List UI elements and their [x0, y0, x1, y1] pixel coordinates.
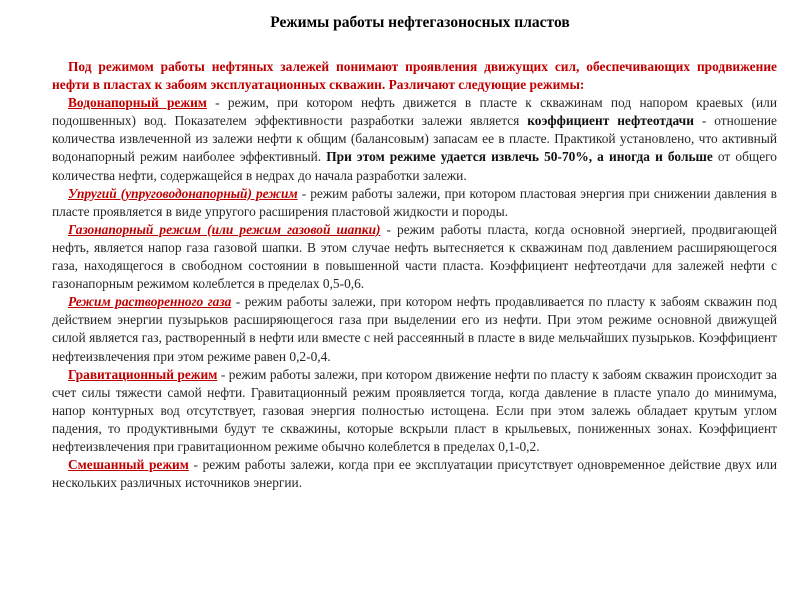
section-text: - режим работы залежи, при котором нефть продавливается по пласту к забоям скважин под действием энергии пузырьков расширяющегося газа при выделении его из нефти. При этом режиме основной движущей силой является газ, растворенный в нефти или вместе с ней рассеянный в пласте в виде мельчайших пузырьков. Коэффициент нефтеизвлечения при этом режиме равен 0,2-0,4. — [52, 294, 777, 364]
section-text: - режим работы залежи, при котором пластовая энергия при снижении давления в пласте проявляется в виде упругого расширения пластовой жидкости и породы. — [52, 185, 777, 219]
term-mixed-drive: Смешанный режим — [68, 457, 189, 473]
section-water-drive — [52, 94, 777, 184]
section-text: - режим работы пласта, когда основной энергией, продвигающей нефть, является напор газа газовой шапки. В этом случае нефть вытесняется к скважинам под давлением расширяющегося газа, находящегося в свободном состоянии в повышенной части пласта. Коэффициент нефтеотдачи для залежей нефти с газонапорным режимом колеблется в пределах 0,5-0,6. — [52, 221, 778, 292]
term-elastic-drive: Упругий (упруговодонапорный) режим — [68, 185, 298, 201]
term-gravity-drive: Гравитационный режим — [68, 366, 218, 382]
section-text: от общего количества нефти, содержащейся в недрах до начала разработки залежи. — [52, 149, 777, 183]
section-solution-gas-drive — [52, 293, 777, 365]
bold-phrase: При этом режиме удается извлечь 50-70%, а иногда и больше — [326, 149, 713, 165]
term-gas-cap-drive: Газонапорный режим (или режим газовой шапки) — [68, 221, 381, 237]
section-text: - режим, при котором нефть движется в пласте к скважинам под напором краевых (или подошвенных) вод. Показателем эффективности разработки залежи является — [52, 95, 777, 129]
section-gas-cap-drive — [52, 221, 777, 293]
term-solution-gas-drive: Режим растворенного газа — [68, 294, 232, 310]
intro-paragraph: Под режимом работы нефтяных залежей понимают проявления движущих сил, обеспечивающих продвижение нефти в пластах к забоям эксплуатационных скважин. Различают следующие режимы: — [52, 59, 777, 93]
section-text: - режим работы залежи, когда при ее эксплуатации присутствует одновременное действие двух или нескольких различных источников энергии. — [52, 457, 778, 491]
section-text: - режим работы залежи, при котором движение нефти по пласту к забоям скважин происходит за счет силы тяжести самой нефти. Гравитационный режим проявляется тогда, когда давление в пласте упало до минимума, напор контурных вод отсутствует, газовая энергия полностью истощена. Если при этом залежь обладает крутым углом падения, то продуктивными будут те скважины, которые вскрыли пласт в крыльевых, пониженных зонах. Коэффициент нефтеизвлечения при гравитационном режиме обычно колеблется в пределах 0,1-0,2. — [52, 366, 777, 454]
page-title: Режимы работы нефтегазоносных пластов — [270, 14, 570, 31]
section-elastic-drive — [52, 185, 777, 221]
section-mixed-drive — [52, 456, 777, 492]
bold-term: коэффициент нефтеотдачи — [527, 113, 694, 129]
term-water-drive: Водонапорный режим — [68, 95, 207, 111]
section-gravity-drive — [52, 366, 777, 456]
section-text: - отношение количества извлеченной из залежи нефти к общим (балансовым) запасам ее в пласте. Практикой установлено, что активный водонапорный режим наиболее эффективный. — [52, 113, 778, 165]
document-body — [52, 58, 777, 492]
